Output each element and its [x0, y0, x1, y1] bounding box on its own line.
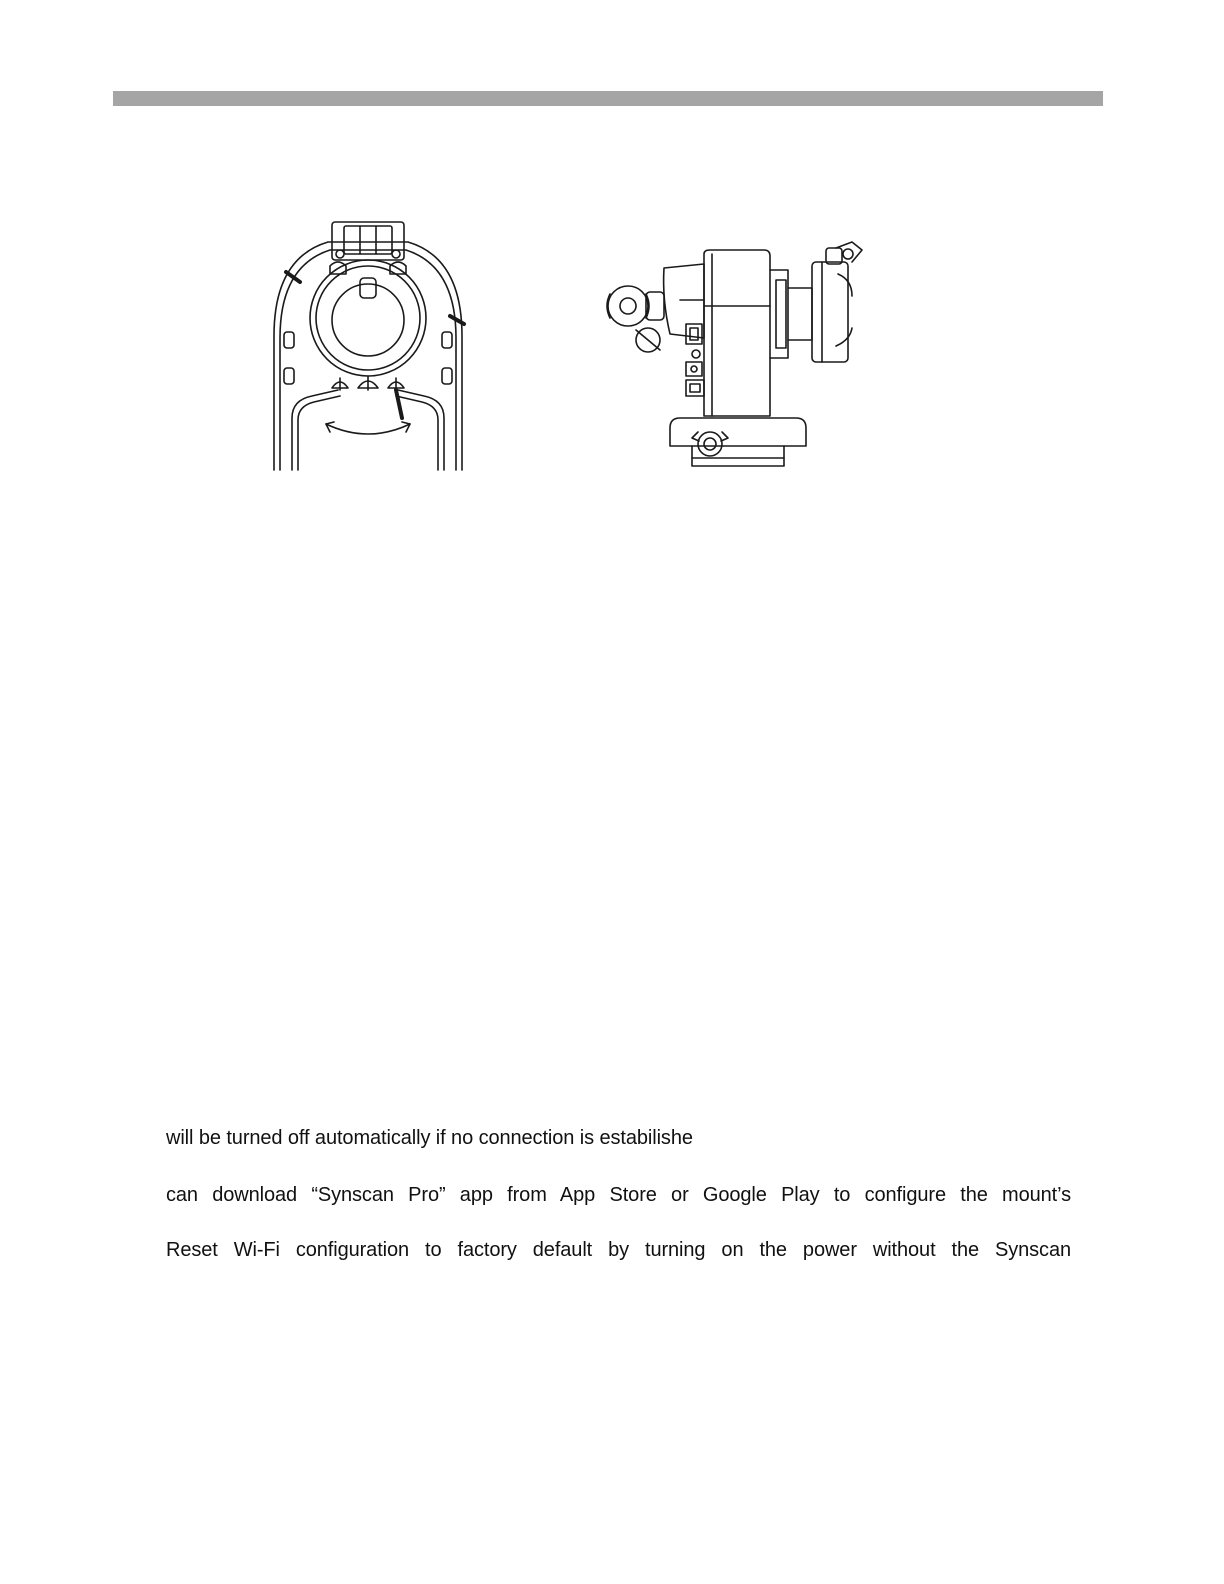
body-line-2: can download “Synscan Pro” app from App Store or Google Play to configure the mount’s: [166, 1184, 1071, 1206]
mount-front-view-illustration: [268, 218, 468, 472]
mount-side-view-illustration: [600, 240, 870, 472]
body-line-1: will be turned off automatically if no connection is estabilishe: [166, 1127, 693, 1149]
body-line-3: Reset Wi-Fi configuration to factory default by turning on the power without the Synscan: [166, 1239, 1071, 1261]
header-rule: [113, 91, 1103, 106]
